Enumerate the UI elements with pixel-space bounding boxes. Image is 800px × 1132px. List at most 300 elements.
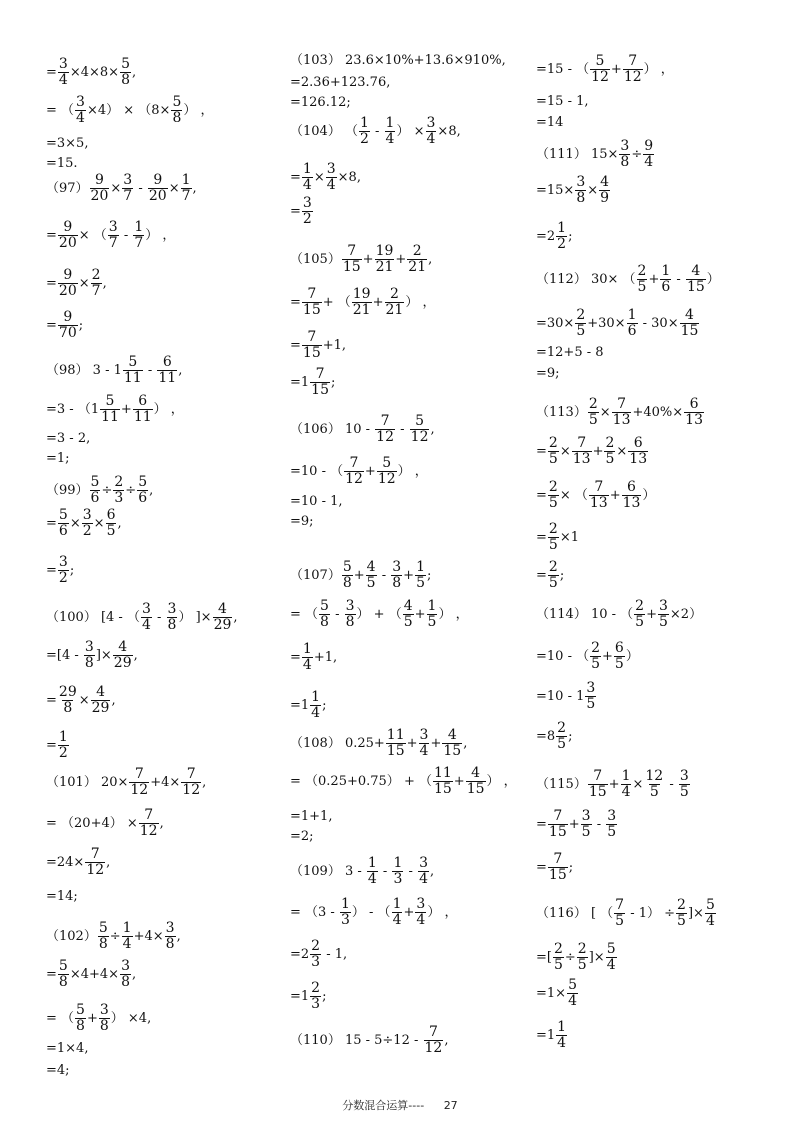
fraction-denominator: 15 (302, 301, 321, 318)
fraction (585, 681, 596, 712)
fraction-numerator: 4 (96, 683, 106, 700)
equation-line (290, 599, 469, 629)
fraction-denominator: 15 (466, 780, 485, 797)
expression-text: ×8, (437, 123, 461, 139)
expression-text: =1; (46, 450, 70, 466)
expression-text: + (414, 606, 426, 622)
fraction-denominator: 8 (576, 189, 586, 206)
fraction (108, 220, 119, 251)
expression-text: =10 - （ (536, 648, 590, 664)
expression-text: = (290, 294, 301, 310)
fraction-numerator: 2 (557, 719, 567, 736)
fraction-denominator: 20 (148, 187, 167, 204)
fraction-numerator: 3 (576, 173, 586, 190)
fraction-numerator: 2 (548, 478, 558, 495)
fraction (58, 685, 78, 716)
fraction-denominator: 12 (410, 428, 429, 445)
fraction-numerator: 5 (595, 52, 605, 69)
fraction-numerator: 6 (689, 395, 699, 412)
fraction-denominator: 8 (165, 935, 175, 952)
fraction (167, 602, 178, 633)
fraction-denominator: 5 (553, 956, 563, 973)
fraction-numerator: 1 (367, 854, 377, 871)
fraction-numerator: 2 (548, 558, 558, 575)
fraction-numerator: 5 (105, 392, 115, 409)
fraction-denominator: 5 (588, 411, 598, 428)
fraction-numerator: 4 (600, 173, 610, 190)
expression-text: （105） (290, 251, 341, 267)
expression-text: = (290, 203, 301, 219)
fraction-numerator: 7 (553, 807, 563, 824)
fraction (366, 560, 377, 591)
equation-line (536, 1020, 568, 1050)
fraction-numerator: 9 (63, 308, 73, 325)
fraction (419, 728, 430, 759)
fraction-denominator: 4 (426, 130, 436, 147)
fraction-numerator: 3 (58, 553, 68, 570)
fraction-numerator: 3 (426, 114, 436, 131)
fraction-denominator: 15 (386, 742, 405, 759)
expression-text: , (233, 609, 238, 625)
expression-text: + (403, 567, 415, 583)
expression-text: （101） 20× (46, 774, 129, 790)
fraction-numerator: 9 (63, 218, 73, 235)
fraction (213, 602, 233, 633)
fraction (345, 599, 356, 630)
expression-text: =1× (536, 985, 567, 1001)
expression-text: = (290, 169, 301, 185)
expression-text: +4× (150, 774, 181, 790)
expression-text: （106） 10 - (290, 421, 375, 437)
fraction (621, 769, 632, 800)
expression-text: =1 (536, 1027, 556, 1043)
fraction-denominator: 5 (576, 322, 586, 339)
expression-text: =30× (536, 315, 575, 331)
fraction-denominator: 11 (123, 369, 142, 386)
fraction-numerator: 3 (108, 218, 118, 235)
equation-line (536, 769, 691, 799)
expression-text: = (46, 317, 57, 333)
fraction-numerator: 3 (141, 600, 151, 617)
fraction-numerator: 3 (345, 597, 355, 614)
expression-text: = (46, 64, 57, 80)
fraction (627, 308, 638, 339)
expression-text: ×4×8× (69, 64, 120, 80)
expression-text: = (290, 337, 301, 353)
fraction-numerator: 11 (386, 726, 405, 743)
equation-line (290, 506, 314, 536)
fraction-denominator: 5 (605, 450, 615, 467)
fraction-denominator: 15 (433, 780, 452, 797)
expression-text: = (536, 859, 547, 875)
expression-text: （113） (536, 404, 587, 420)
expression-text: =12+5 - 8 (536, 344, 604, 360)
expression-text: ÷ (101, 482, 113, 498)
equation-line (536, 358, 560, 388)
expression-text: （115） (536, 776, 587, 792)
equation-line (290, 856, 434, 886)
equation-line (536, 175, 611, 205)
fraction-denominator: 4 (302, 656, 312, 673)
fraction (319, 599, 330, 630)
fraction (98, 921, 109, 952)
expression-text: +4× (133, 928, 164, 944)
expression-text: × (632, 776, 644, 792)
expression-text: + (602, 648, 613, 664)
equation-line (290, 1025, 448, 1055)
fraction-denominator: 7 (123, 187, 133, 204)
fraction-denominator: 4 (122, 935, 132, 952)
equation-line (536, 641, 639, 671)
expression-text: , (102, 275, 107, 291)
expression-text: , (428, 251, 433, 267)
fraction (141, 602, 152, 633)
fraction-denominator: 11 (158, 369, 177, 386)
fraction (375, 244, 395, 275)
fraction (392, 856, 403, 887)
fraction (548, 436, 559, 467)
fraction-denominator: 5 (649, 783, 659, 800)
fraction-numerator: 2 (311, 979, 321, 996)
expression-text: （116） [ （ (536, 905, 614, 921)
fraction-denominator: 70 (58, 324, 77, 341)
expression-text: + (453, 773, 465, 789)
expression-text: =4; (46, 1062, 70, 1078)
fraction-denominator: 8 (99, 1017, 109, 1034)
fraction (181, 767, 201, 798)
expression-text: , (430, 421, 435, 437)
fraction (658, 599, 669, 630)
fraction (129, 767, 149, 798)
expression-text: = (46, 692, 57, 708)
fraction-numerator: 7 (553, 850, 563, 867)
fraction-numerator: 1 (557, 219, 567, 236)
fraction-denominator: 5 (548, 574, 558, 591)
fraction-numerator: 5 (342, 558, 352, 575)
equation-line (290, 330, 346, 360)
fraction (588, 769, 608, 800)
fraction-numerator: 2 (588, 395, 598, 412)
equation-line (536, 139, 655, 169)
fraction-denominator: 12 (376, 428, 394, 445)
fraction-numerator: 5 (90, 473, 100, 490)
expression-text: ） ， (643, 61, 674, 77)
expression-text: ; (568, 228, 573, 244)
fraction (157, 355, 177, 386)
fraction (75, 95, 86, 126)
equation-line (536, 397, 705, 427)
expression-text: ; (427, 567, 432, 583)
equation-line (46, 173, 197, 203)
expression-text: =10 - （ (290, 463, 344, 479)
fraction (556, 721, 567, 752)
fraction-numerator: 7 (90, 845, 100, 862)
fraction (619, 139, 630, 170)
expression-text: - (370, 123, 384, 139)
fraction-numerator: 2 (114, 473, 124, 490)
expression-text: ） ×4, (110, 1010, 152, 1026)
fraction-numerator: 4 (366, 558, 376, 575)
expression-text: （99） (46, 482, 89, 498)
expression-text: × (69, 515, 81, 531)
fraction (575, 308, 586, 339)
expression-text: ; (568, 859, 574, 875)
fraction (427, 599, 438, 630)
fraction-denominator: 4 (76, 109, 85, 126)
fraction-numerator: 1 (302, 640, 312, 657)
fraction-denominator: 7 (91, 282, 101, 299)
fraction-numerator: 3 (416, 895, 426, 912)
fraction-denominator: 12 (623, 68, 642, 85)
fraction-denominator: 5 (427, 613, 437, 630)
expression-text: , (429, 863, 435, 879)
fraction-numerator: 5 (705, 896, 715, 913)
expression-text: - (134, 180, 147, 196)
equation-line (290, 414, 435, 444)
fraction-denominator: 8 (58, 973, 68, 990)
fraction-denominator: 4 (419, 742, 429, 759)
fraction-numerator: 7 (628, 52, 638, 69)
page-footer (0, 1097, 800, 1113)
fraction (466, 766, 486, 797)
expression-text: + (395, 251, 407, 267)
fraction-numerator: 19 (352, 285, 371, 302)
fraction (614, 898, 625, 929)
equation-line (290, 456, 428, 486)
expression-text: × (110, 180, 122, 196)
fraction-denominator: 5 (106, 522, 116, 539)
expression-text: =15 - （ (536, 61, 590, 77)
fraction-denominator: 8 (167, 616, 177, 633)
fraction-numerator: 4 (691, 262, 701, 279)
expression-text: ; (559, 567, 565, 583)
fraction-numerator: 5 (76, 1001, 85, 1018)
fraction (556, 1020, 567, 1051)
expression-text: =10 - 1, (290, 493, 343, 509)
fraction (590, 54, 610, 85)
expression-text: , (192, 180, 197, 196)
fraction-denominator: 8 (345, 613, 355, 630)
expression-text: = (46, 275, 57, 291)
equation-line (536, 480, 655, 510)
equation-line (46, 767, 206, 797)
fraction-numerator: 7 (593, 767, 603, 784)
fraction-denominator: 2 (58, 569, 68, 586)
fraction-denominator: 15 (548, 823, 567, 840)
equation-line (536, 681, 597, 711)
expression-text: ×4） × （8× (86, 102, 171, 118)
fraction-numerator: 3 (76, 93, 85, 110)
fraction-numerator: 2 (91, 266, 101, 283)
fraction-numerator: 3 (581, 807, 591, 824)
fraction-numerator: 3 (84, 638, 94, 655)
fraction-denominator: 3 (311, 953, 321, 970)
expression-text: = (290, 649, 301, 665)
expression-text: =14 (536, 114, 564, 130)
footer-title: 分数混合运算---- (342, 1099, 425, 1112)
fraction-numerator: 6 (162, 353, 172, 370)
expression-text: , (159, 815, 164, 831)
fraction (58, 57, 69, 88)
fraction (385, 116, 396, 147)
fraction-denominator: 8 (84, 654, 94, 671)
fraction (58, 268, 78, 299)
expression-text: =15. (46, 155, 78, 171)
fraction-numerator: 3 (123, 171, 133, 188)
fraction-numerator: 2 (553, 940, 563, 957)
equation-line (290, 196, 314, 226)
fraction-denominator: 12 (377, 470, 396, 487)
fraction (680, 308, 700, 339)
fraction-denominator: 2 (359, 130, 369, 147)
fraction-numerator: 2 (548, 520, 558, 537)
fraction (660, 264, 671, 295)
fraction-denominator: 5 (658, 613, 668, 630)
expression-text: （111） 15× (536, 146, 619, 162)
fraction-denominator: 6 (627, 322, 637, 339)
fraction-numerator: 7 (315, 365, 325, 382)
fraction (367, 856, 378, 887)
expression-text: =9; (536, 365, 560, 381)
fraction-denominator: 8 (76, 1017, 85, 1034)
expression-text: + (372, 294, 384, 310)
fraction-denominator: 13 (685, 411, 703, 428)
expression-text: ÷ (564, 949, 576, 965)
fraction-denominator: 4 (606, 956, 616, 973)
expression-text: （114） 10 - （ (536, 606, 634, 622)
fraction-numerator: 2 (635, 597, 645, 614)
expression-text: = （3 - (290, 904, 339, 920)
equation-line (46, 394, 184, 424)
fraction-numerator: 5 (58, 506, 68, 523)
fraction (548, 480, 559, 511)
fraction (75, 1003, 86, 1034)
fraction (122, 173, 133, 204)
expression-text: （107） (290, 567, 341, 583)
fraction (302, 287, 322, 318)
equation-line (46, 1003, 151, 1033)
fraction-denominator: 15 (443, 742, 462, 759)
fraction-denominator: 21 (408, 258, 427, 275)
expression-text: = (536, 567, 547, 583)
fraction-denominator: 11 (133, 408, 152, 425)
expression-text: , (131, 64, 137, 80)
fraction-denominator: 3 (311, 995, 321, 1012)
expression-text: = (46, 227, 57, 243)
fraction (113, 640, 133, 671)
fraction (352, 287, 372, 318)
fraction-denominator: 4 (311, 704, 321, 721)
fraction-numerator: 4 (118, 638, 128, 655)
fraction (628, 436, 648, 467)
fraction-numerator: 1 (621, 767, 631, 784)
equation-line (290, 766, 517, 796)
expression-text: =1 (290, 988, 310, 1004)
equation-line (46, 475, 153, 505)
equation-line (290, 981, 326, 1011)
equation-line (536, 852, 573, 882)
fraction-denominator: 5 (548, 494, 558, 511)
expression-text: ） (642, 487, 656, 503)
fraction (106, 508, 117, 539)
equation-line (536, 978, 579, 1008)
expression-text: =2.36+123.76, (290, 74, 391, 90)
expression-text: × (168, 180, 180, 196)
fraction (302, 330, 322, 361)
fraction (415, 897, 426, 928)
fraction-denominator: 5 (586, 695, 596, 712)
fraction (606, 942, 617, 973)
equation-line (290, 162, 361, 192)
expression-text: （110） 15 - 5÷12 - (290, 1032, 423, 1048)
fraction (622, 480, 642, 511)
equation-line (290, 728, 467, 758)
expression-text: （100） [4 - （ (46, 609, 140, 625)
fraction-denominator: 12 (591, 68, 609, 85)
expression-text: - (665, 776, 678, 792)
fraction (556, 221, 567, 252)
expression-text: ） ， (427, 904, 458, 920)
fraction (302, 196, 313, 227)
expression-text: + (353, 567, 365, 583)
fraction (415, 560, 426, 591)
fraction-numerator: 7 (617, 395, 627, 412)
fraction-numerator: 4 (447, 726, 457, 743)
expression-text: ÷ (631, 146, 643, 162)
fraction-numerator: 7 (615, 896, 625, 913)
fraction (433, 766, 453, 797)
fraction-numerator: 1 (416, 558, 425, 575)
fraction-numerator: 3 (165, 919, 175, 936)
fraction (418, 856, 429, 887)
fraction-denominator: 5 (615, 912, 625, 929)
fraction-numerator: 6 (138, 392, 148, 409)
fraction-denominator: 2 (82, 522, 92, 539)
expression-text: =[4 - (46, 647, 83, 663)
fraction (310, 981, 321, 1012)
expression-text: ） ]× (178, 609, 212, 625)
fraction (58, 220, 78, 251)
fraction-numerator: 2 (412, 242, 422, 259)
fraction-denominator: 13 (572, 450, 591, 467)
fraction-denominator: 5 (416, 574, 425, 591)
fraction (58, 959, 69, 990)
expression-text: ]× (687, 905, 704, 921)
fraction-denominator: 4 (302, 176, 312, 193)
expression-text: =3×5, (46, 135, 89, 151)
fraction (310, 367, 330, 398)
fraction-denominator: 13 (622, 494, 641, 511)
fraction (82, 508, 93, 539)
fraction-numerator: 5 (98, 919, 108, 936)
equation-line (290, 560, 431, 590)
fraction-numerator: 1 (393, 854, 403, 871)
fraction-denominator: 3 (340, 911, 350, 928)
fraction-denominator: 5 (677, 912, 686, 929)
expression-text: =1+1, (290, 808, 333, 824)
expression-text: , (176, 928, 181, 944)
expression-text: - (378, 863, 392, 879)
expression-text: ） (625, 648, 639, 664)
expression-text: + (120, 401, 132, 417)
page-number: 27 (443, 1099, 458, 1112)
fraction-denominator: 4 (557, 1034, 567, 1051)
fraction-denominator: 5 (548, 536, 558, 553)
fraction-numerator: 5 (128, 353, 138, 370)
fraction (344, 456, 364, 487)
expression-text: = （20+4） × (46, 815, 138, 831)
expression-text: = (536, 443, 547, 459)
